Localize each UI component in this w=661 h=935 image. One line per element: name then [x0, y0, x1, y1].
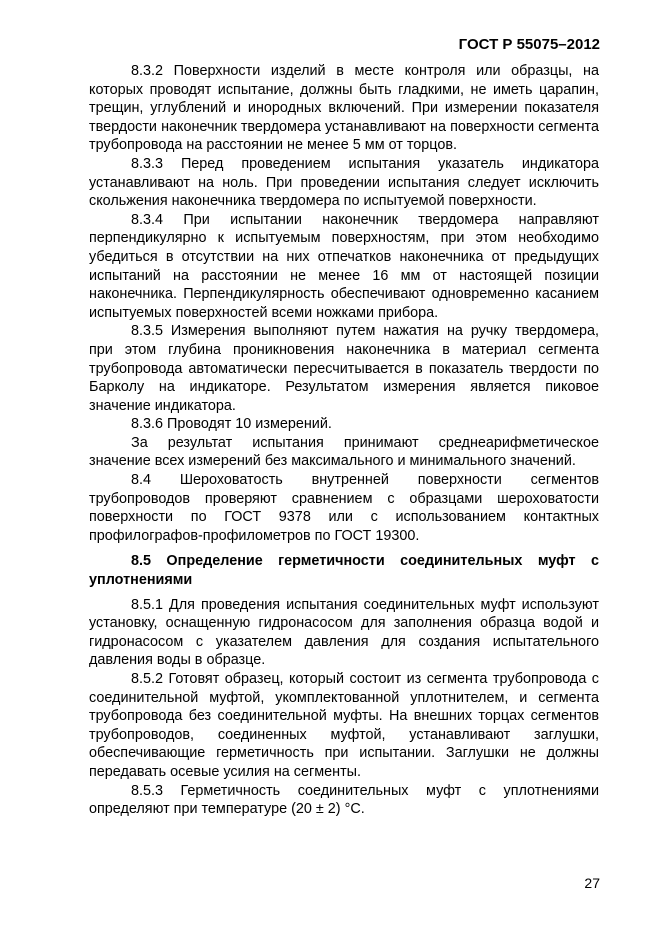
paragraph-8-3-3: 8.3.3 Перед проведением испытания указатель индикатора устанавливают на ноль. При проведении испытания следует исключить скольжения наконечника твердомера по испытуемой поверхности. — [89, 155, 599, 210]
paragraph-8-5-1: 8.5.1 Для проведения испытания соединительных муфт используют установку, оснащенную гидронасосом для заполнения образца водой и гидронасосом с указателем давления для создания испытательного давления воды в образце. — [89, 596, 599, 669]
document-header: ГОСТ Р 55075–2012 — [458, 36, 600, 53]
document-body — [89, 62, 599, 819]
paragraph-8-3-6: 8.3.6 Проводят 10 измерений. — [131, 416, 332, 433]
section-heading-8-5: 8.5 Определение герметичности соединительных муфт с уплотнениями — [89, 553, 599, 589]
paragraph-8-3-2: 8.3.2 Поверхности изделий в месте контроля или образцы, на которых проводят испытание, должны быть гладкими, не иметь царапин, трещин, углублений и инородных включений. При измерении показателя твердости наконечник твердомера устанавливают на поверхности сегмента трубопровода на расстоянии не менее 5 мм от торцов. — [89, 63, 599, 154]
paragraph-8-5-3: 8.5.3 Герметичность соединительных муфт с уплотнениями определяют при температуре (20 ± 2) °С. — [89, 782, 599, 818]
paragraph-8-3-4: 8.3.4 При испытании наконечник твердомера направляют перпендикулярно к испытуемым поверхностям, при этом необходимо убедиться в отсутствии на них отпечатков наконечника от предыдущих испытаний на расстоянии не менее 16 мм от настоящей позиции наконечника. Перпендикулярность обеспечивают одновременно касанием испытуемых поверхностей всеми ножками прибора. — [89, 211, 599, 321]
page-number: 27 — [584, 875, 600, 891]
paragraph-result: За результат испытания принимают среднеарифметическое значение всех измерений без максимального и минимального значений. — [89, 434, 599, 470]
paragraph-8-3-5: 8.3.5 Измерения выполняют путем нажатия на ручку твердомера, при этом глубина проникновения наконечника в материал сегмента трубопровода автоматически пересчитывается в показатель твердости по Барколу на индикаторе. Результатом измерения является пиковое значение индикатора. — [89, 323, 599, 414]
paragraph-8-5-2: 8.5.2 Готовят образец, который состоит из сегмента трубопровода с соединительной муфтой, укомплектованной уплотнителем, и сегмента трубопровода без соединительной муфты. На внешних торцах сегментов трубопроводов, соединенных муфтой, устанавливают заглушки, обеспечивающие герметичность при испытании. Заглушки не должны передавать осевые усилия на сегменты. — [89, 671, 599, 780]
paragraph-8-4: 8.4 Шероховатость внутренней поверхности сегментов трубопроводов проверяют сравнением с образцами шероховатости поверхности по ГОСТ 9378 или с использованием контактных профилографов-профилометров по ГОСТ 19300. — [89, 472, 599, 544]
